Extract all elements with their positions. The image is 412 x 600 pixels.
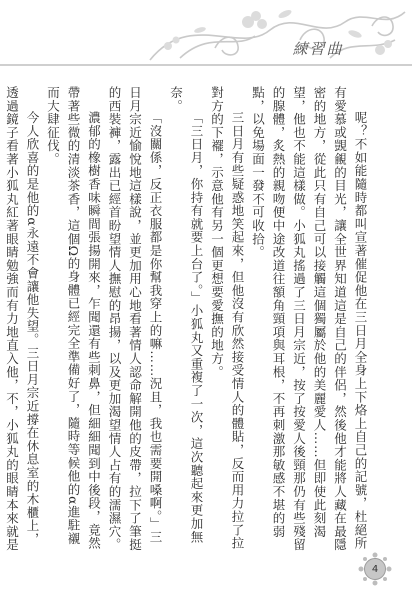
paragraph: 「沒關係，反正衣服都是你幫我穿上的嘛……況且，我也需要開嗓啊。」三日月宗近愉悅地這樣說，並更加用心地看著情人認命解開他的皮帶，拉下了筆挺的西裝褲，露出已經首盼望情人撫慰的昂揚，以及更加渴望情人占有的濡濕穴。 <box>107 86 163 552</box>
page-number: 4 <box>364 558 386 580</box>
paragraph: 三日月有些疑惑地笑起來，但他沒有欣然接受情人的體貼，反而用力拉了拉對方的下襬，示意他有另一個更想要愛撫的地方。 <box>209 86 245 550</box>
paragraph: 濃郁的橡樹香味瞬間張揚開來，乍聞還有些刺鼻，但細細聞到中後段，竟然帶著些微的清淡茶香，這個Ω的身體已經完全準備好了，隨時等候他的α進駐襯而大肆征伐。 <box>45 86 102 550</box>
vertical-body-text <box>4 86 370 556</box>
paragraph: 「三日月，你持有就要上台了。」小狐丸又重複了一次，這次聽起來更加無奈。 <box>168 86 204 544</box>
header-divider <box>0 64 412 66</box>
paragraph: 今人欣喜的是他的α永遠不會讓他失望。三日月宗近撐在休息室的木櫃上，透過鏡子看著小狐丸紅著眼睛勉強而有力地直入他，不，小狐丸的眼睛本來就是 <box>4 86 40 552</box>
running-header-title: 練習曲 <box>292 40 344 58</box>
paragraph: 呢？不如能隨時都叫宣著催促他在三日月全身上下烙上自己的記號，杜絕所有愛慕或覬覦的目光，讓全世界知道這是自己的伴侶，然後他才能將人藏在最隱密的地方，從此只有自己可以接觸這個獨屬於他的美麗愛人……但即使此刻渴望，他也不能這樣做。小狐丸搖過了三日月宗近，按了按愛人後頸那仍有些殘留的腺體，炙熱的親吻便中途改道往額角頸項與耳根，不再刺激那敏感不堪的弱點，以免場面一發不可收拾。 <box>250 86 368 552</box>
